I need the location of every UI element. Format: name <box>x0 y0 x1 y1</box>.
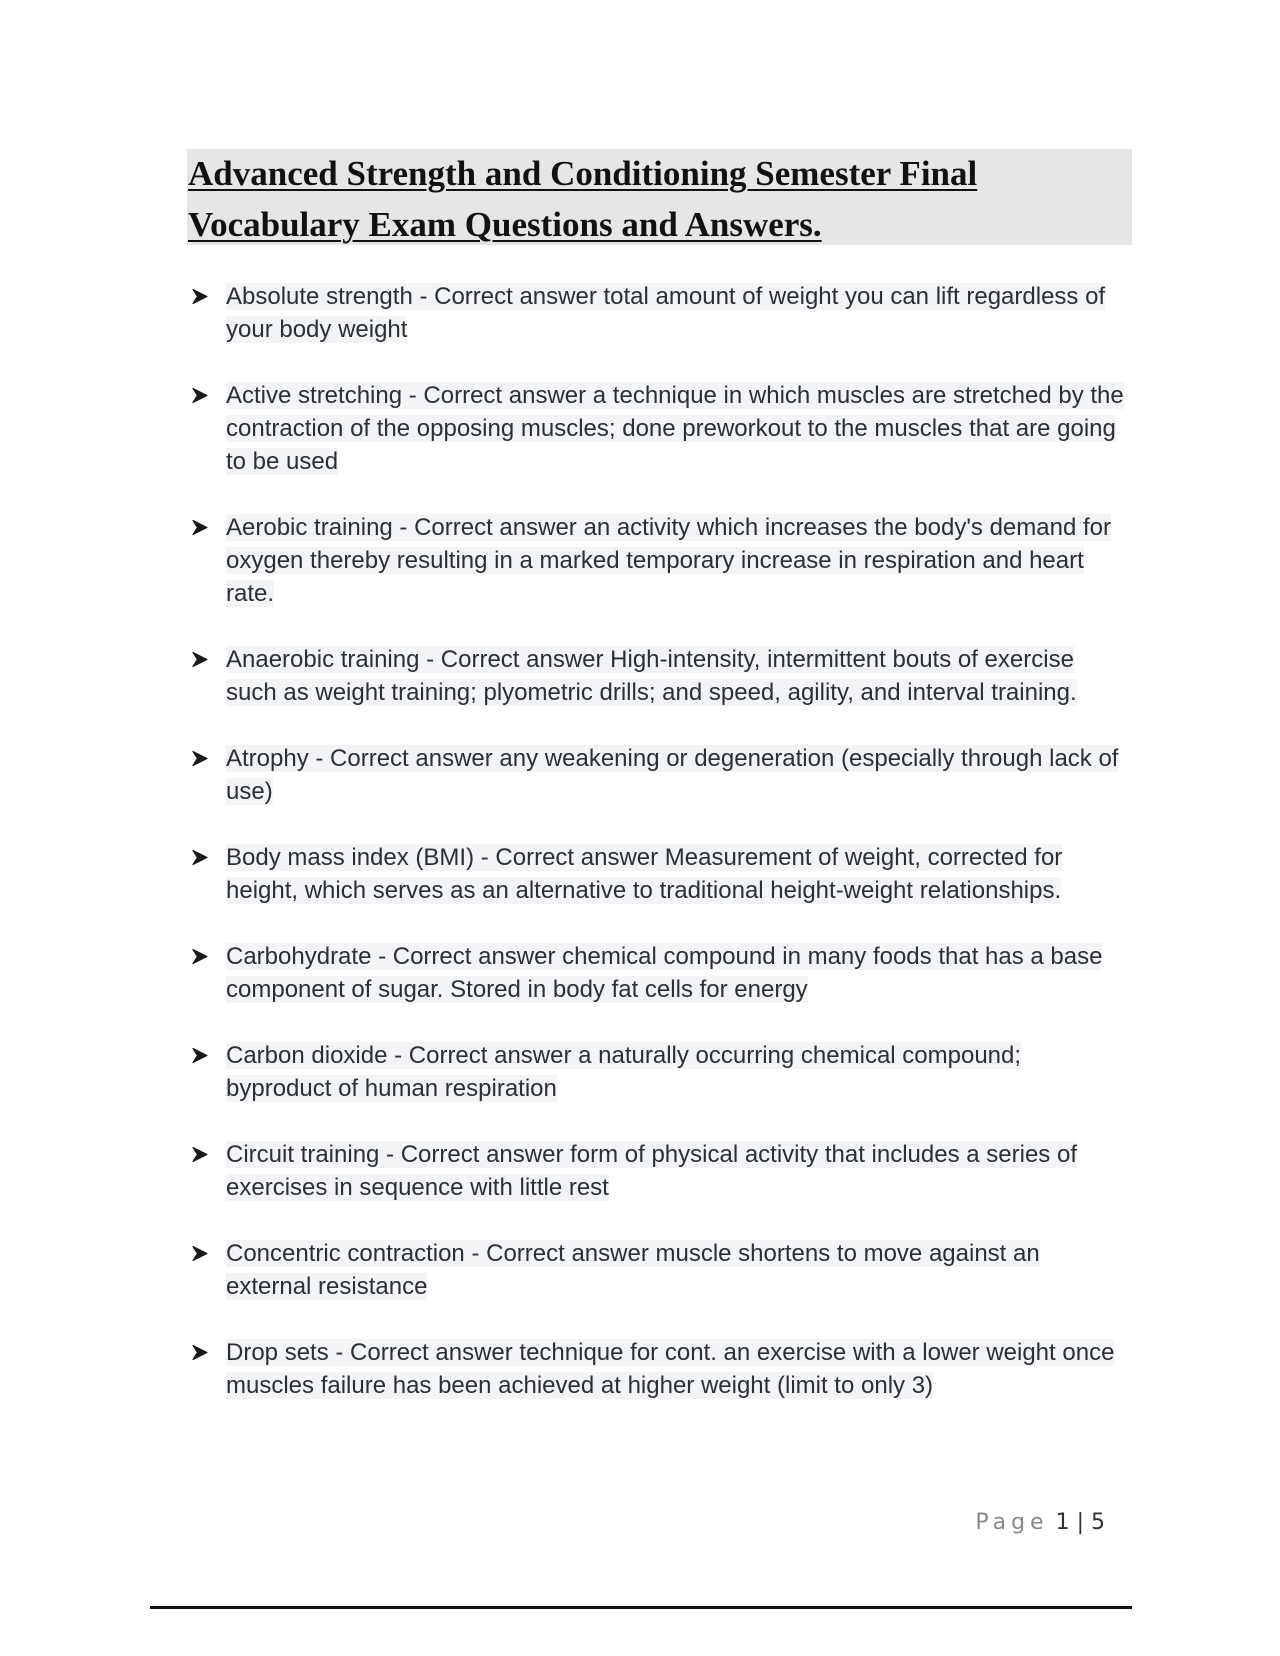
list-item <box>188 1138 1128 1204</box>
list-item <box>188 1336 1128 1402</box>
arrow-bullet-icon <box>190 742 212 775</box>
vocab-entry-text: Concentric contraction - Correct answer muscle shortens to move against an external resistance <box>226 1240 1040 1300</box>
arrow-bullet-icon <box>190 379 212 412</box>
arrow-bullet-icon <box>190 841 212 874</box>
vocab-entry-text: Body mass index (BMI) - Correct answer Measurement of weight, corrected for height, which serves as an alternative to traditional height-weight relationships. <box>226 844 1063 904</box>
footer-divider <box>150 1606 1132 1609</box>
arrow-bullet-icon <box>190 1237 212 1270</box>
vocab-entry-text: Absolute strength - Correct answer total amount of weight you can lift regardless of your body weight <box>226 283 1106 343</box>
list-item <box>188 1039 1128 1105</box>
vocab-entry-text: Carbon dioxide - Correct answer a naturally occurring chemical compound; byproduct of human respiration <box>226 1042 1022 1102</box>
list-item <box>188 280 1128 346</box>
list-item <box>188 379 1128 478</box>
page-current: 1 <box>1055 1510 1070 1535</box>
arrow-bullet-icon <box>190 1039 212 1072</box>
list-item <box>188 511 1128 610</box>
arrow-bullet-icon <box>190 940 212 973</box>
vocab-entry-text: Aerobic training - Correct answer an activity which increases the body's demand for oxygen thereby resulting in a marked temporary increase in respiration and heart rate. <box>226 514 1111 607</box>
title-line-1: Advanced Strength and Conditioning Semester Final <box>188 154 978 193</box>
vocab-entry-text: Drop sets - Correct answer technique for cont. an exercise with a lower weight once muscles failure has been achieved at higher weight (limit to only 3) <box>226 1339 1115 1399</box>
arrow-bullet-icon <box>190 1138 212 1171</box>
page-number <box>975 1510 1105 1535</box>
vocab-entry-text: Carbohydrate - Correct answer chemical compound in many foods that has a base component of sugar. Stored in body fat cells for energy <box>226 943 1103 1003</box>
arrow-bullet-icon <box>190 280 212 313</box>
page-title <box>188 148 1088 250</box>
page-total: 5 <box>1091 1510 1105 1535</box>
vocab-entry-text: Anaerobic training - Correct answer High-intensity, intermittent bouts of exercise such as weight training; plyometric drills; and speed, agility, and interval training. <box>226 646 1077 706</box>
vocabulary-list <box>188 280 1128 1435</box>
vocab-entry-text: Circuit training - Correct answer form of physical activity that includes a series of exercises in sequence with little rest <box>226 1141 1077 1201</box>
vocab-entry-text: Atrophy - Correct answer any weakening or degeneration (especially through lack of use) <box>226 745 1119 805</box>
vocab-entry-text: Active stretching - Correct answer a technique in which muscles are stretched by the contraction of the opposing muscles; done preworkout to the muscles that are going to be used <box>226 382 1124 475</box>
arrow-bullet-icon <box>190 643 212 676</box>
list-item <box>188 643 1128 709</box>
page-label: Page <box>975 1510 1049 1535</box>
list-item <box>188 742 1128 808</box>
page-separator: | <box>1076 1510 1084 1535</box>
list-item <box>188 1237 1128 1303</box>
list-item <box>188 940 1128 1006</box>
title-line-2: Vocabulary Exam Questions and Answers. <box>188 205 822 244</box>
arrow-bullet-icon <box>190 1336 212 1369</box>
arrow-bullet-icon <box>190 511 212 544</box>
list-item <box>188 841 1128 907</box>
